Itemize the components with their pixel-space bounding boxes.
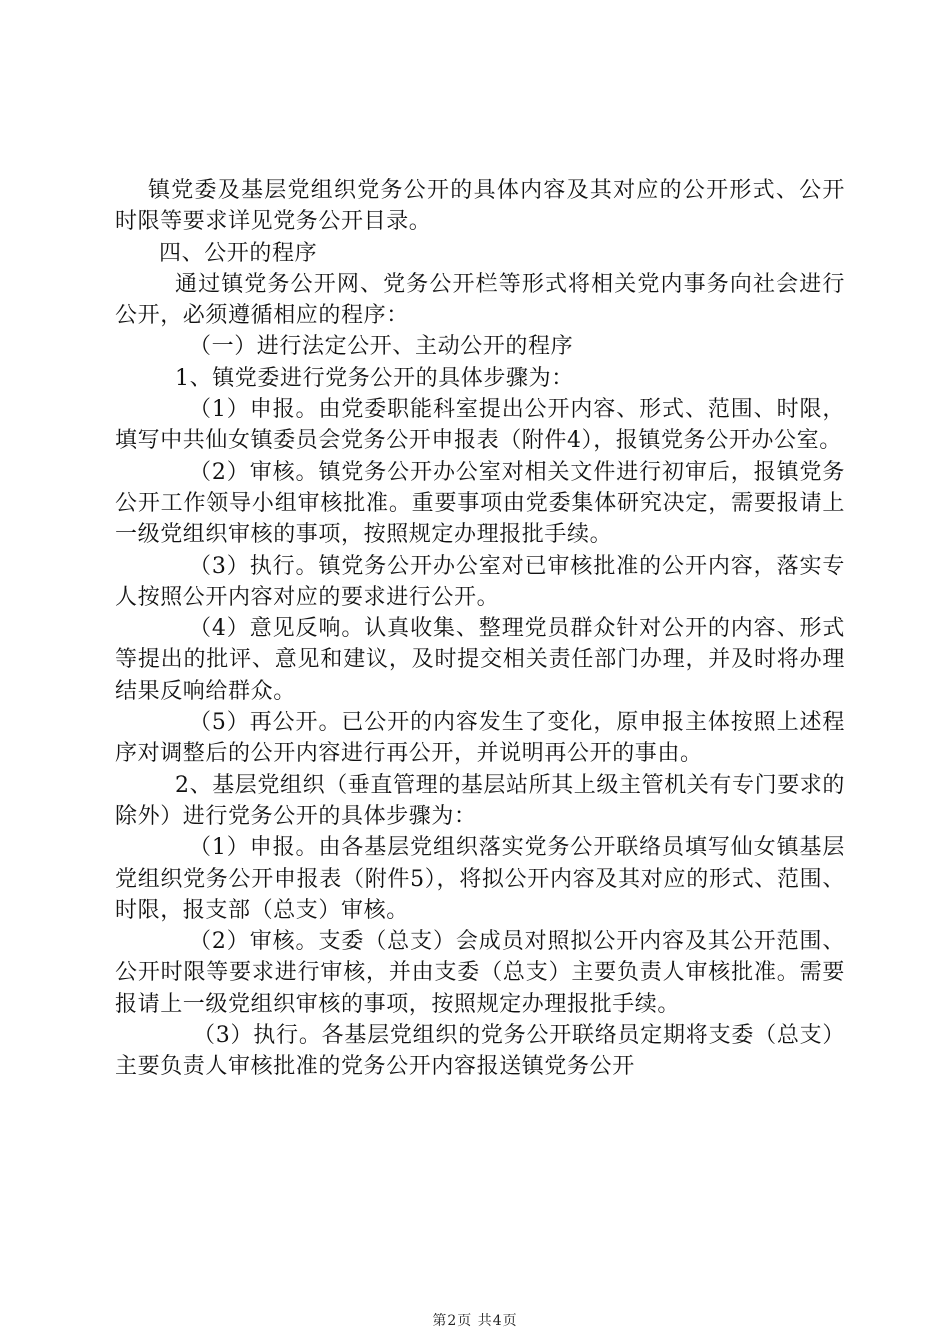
step-item: （1）申报。由党委职能科室提出公开内容、形式、范围、时限，填写中共仙女镇委员会党务公开申报表（附件4），报镇党务公开办公室。 <box>115 397 845 454</box>
step-heading: 2、基层党组织（垂直管理的基层站所其上级主管机关有专门要求的除外）进行党务公开的具体步骤为： <box>115 772 845 829</box>
step-item: （1）申报。由各基层党组织落实党务公开联络员填写仙女镇基层党组织党务公开申报表（附件5），将拟公开内容及其对应的形式、范围、时限，报支部（总支）审核。 <box>115 835 845 923</box>
section-heading: 四、公开的程序 <box>159 240 318 266</box>
step-item: （4）意见反响。认真收集、整理党员群众针对公开的内容、形式等提出的批评、意见和建议，及时提交相关责任部门办理，并及时将办理结果反响给群众。 <box>115 616 845 704</box>
step-item: （5）再公开。已公开的内容发生了变化，原申报主体按照上述程序对调整后的公开内容进行再公开，并说明再公开的事由。 <box>115 710 845 767</box>
paragraph: 镇党委及基层党组织党务公开的具体内容及其对应的公开形式、公开时限等要求详见党务公开目录。 <box>115 178 845 235</box>
step-heading: 1、镇党委进行党务公开的具体步骤为： <box>175 365 574 391</box>
step-item: （2）审核。镇党务公开办公室对相关文件进行初审后，报镇党务公开工作领导小组审核批准。重要事项由党委集体研究决定，需要报请上一级党组织审核的事项，按照规定办理报批手续。 <box>115 459 845 548</box>
step-item: （3）执行。镇党务公开办公室对已审核批准的公开内容，落实专人按照公开内容对应的要求进行公开。 <box>115 553 845 610</box>
subsection-heading: （一）进行法定公开、主动公开的程序 <box>189 334 574 360</box>
page-number-footer: 第2页 共4页 <box>432 1313 518 1329</box>
document-body <box>115 175 845 1083</box>
paragraph: 通过镇党务公开网、党务公开栏等形式将相关党内事务向社会进行公开，必须遵循相应的程序： <box>115 271 845 329</box>
step-item: （2）审核。支委（总支）会成员对照拟公开内容及其公开范围、公开时限等要求进行审核，并由支委（总支）主要负责人审核批准。需要报请上一级党组织审核的事项，按照规定办理报批手续。 <box>115 929 845 1017</box>
step-item: （3）执行。各基层党组织的党务公开联络员定期将支委（总支）主要负责人审核批准的党务公开内容报送镇党务公开 <box>115 1023 845 1080</box>
